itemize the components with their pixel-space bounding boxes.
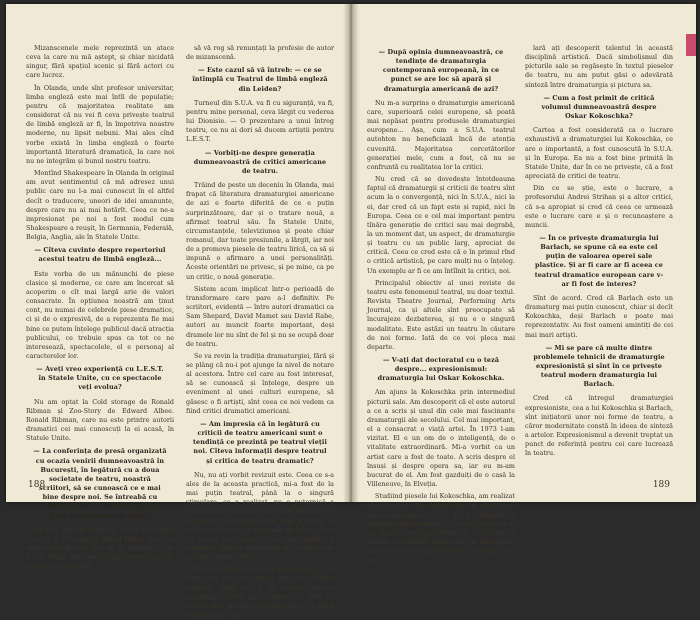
interview-question: — Vorbiți-ne despre generația dumneavoastră de critici americane de teatru. [193,148,327,175]
body-paragraph: Mizanscenele mele reprezintă un atace ceva la care nu mă aștept, și chiar nicidată singur, fără spațiul scenic și fără actori cu care lucrez. [26,44,174,80]
body-paragraph: Se va revin la tradiția dramaturgiei, fără și se plâng că nu-i pot ajunge la nivel de notare al acestora. Între cel care au fost interesat, să se cunoască și înțelege, despre un eveniment al unei culturi europene, să găsesc o fi artiști, sînt ceea ce noi vedem ca fiind critici dramatici americani. [186,351,334,415]
body-paragraph: Turneul din S.U.A. va fi cu siguranță, va fi, pentru mine personal, ceva lărgit cu vederea lui Dionisie. — O prezentare a unui întreg teatru, ce nu ai dori să ducem artiștii pentru L.E.S.T. [186,98,334,144]
book-gutter [343,4,359,502]
interview-question: — Cum a fost primit de critică volumul dumneavoastră despre Oskar Kokoschka? [541,93,657,121]
body-paragraph: Nu am optat la Cold storage de Ronald Ribman și Zoo-Story de Edward Albee. Ronald Ribman, care nu este printre autorii dramatici cei mai cunoscuți la ei acasă, în Statele Unite. [26,397,174,443]
body-paragraph: Sînt de acord. Cred că Barlach este un dramaturg mai puțin cunoscut, chiar și decît Kokoschka, deși Barlach e poate mai reprezentativ. Au fost oameni amintiți de cei mai mari artiști. [525,293,673,339]
left-page [6,4,349,620]
interview-question: — La conferința de presă organizată cu ocazia venirii dumneavoastră în București, în legătură cu a doua societate de teatru, noastră scriitori, să se cunoască ce e mai bine despre noi. Se întreabă cu dumneavoastră unde? Se poate? Care e răspunsul lui Rabe? [33,447,167,520]
left-page-column-2 [186,44,334,620]
page-number-left: 188 [28,480,46,490]
body-paragraph: Nu m-a surprins o dramaturgie americană care, superioară celei europene, să poată mai nepăsat pentru produsele dramaturgiei europene... Așa, cum a S.U.A. teatrul autohton nu beneficiază încă de atenția cuvenită. Majoritatea cercetătorilor generației mele, cum a fost, că nu se confruntă cu realitatea lor la critici. [367,98,515,171]
interview-question: — Aveți vreo experiență cu L.E.S.T. în Statele Unite, cu ce spectacole veți evolua? [36,365,164,392]
body-paragraph: Cartea a fost considerată ca o lucrare exhaustivă a dramaturgiei lui Kokoschka, ce are o importantă, a fost cunoscută în S.U.A. și în Europa. Ea nu a fost bine primită în Statele Unite, dar în ce ne privește, că a fost apreciată de critici de teatru. [525,126,673,181]
interview-question: — În ce privește dramaturgia lui Barlach, se spune că ea este cel puțin de valoarea operei sale plastice. Și ar fi care ar fi aceea ce teatrul dramatice european care v-ar fi fost de interes? [534,233,664,288]
body-paragraph: Din ce se știe, este o lucrare, a profesorului Andrei Strihan și a altor critici, că s-a apropiat și cred că ceea ce urmează este o lucrare care e și o recunoaștere a muncii. [525,184,673,229]
right-page [353,4,696,565]
interview-question: — Mi se pare că multe dintre problemele tehnicii de dramaturgie expresionistă și sînt în ce privește teatrul modern dramaturgia lui Barlach. [533,343,665,389]
interview-question: — După opinia dumneavoastră, ce tendințe de dramaturgia contemporană europeană, în ce punct se are loc să apară și dramaturgia americană de azi? [378,48,504,93]
right-page-column-1 [367,44,515,565]
body-paragraph: Sistem acum implicat într-o perioadă de transformare care pare a-l definitiv. Pe scriitori, evidentă — între autori dramatici ca Sam Shepard, David Mamet sau David Rabe, autori au muncit foarte important, deși dramele lor nu sînt de fel și nu se ocupă doar de teatru. [186,284,334,348]
page-edge-tab [686,34,696,56]
body-paragraph: În Olanda, unde sînt profesor universitar, limba engleză este mai întîi de populație; pentru că majoritatea realitate am considerat că nu vei fi ceva privește teatrul de limbă engleză ar fi, în împotriva noastre moderne, nu lipsit nebuni. Mai ales cînd vorbe există în limba engleză o foarte importantă literatură dramatică, la care noi nu ne integrăm și bunul nostru teatru. [26,83,174,165]
interview-question: — Cîteva cuvinte despre repertoriul acestui teatru de limbă engleză... [34,246,166,264]
body-paragraph: Nu, nu ați vorbit revizuit este. Ceea ce s-a ales de la aceasta practică, mi-a fost de la mai puțin teatral, până la o singură stimulare, ce a realizat, nu e puternică a teatrului lui Saroyan. Ceea ce se întîmplă, cu se ignoră, dacă folosim mai bine, a apărut la criticii de teatru, în perioada de lucru. Ceea ce facem noi, atunci, așa este, pentru a cunoaște, diferite modalități ale teatrului de azi, din Statele Unite. [186,470,334,562]
body-paragraph: Cred că întregul dramaturgiei expresioniste, cea a lui Kokoschka și Barlach, sînt inițiatorii unor noi forme de teatru, a căror modernitate constă în ideea de sinteză a artelor. Expresionismul a devenit treptat un punct de referință pentru cei care lucrează în teatru. [525,394,673,458]
body-paragraph: Montînd Shakespeare în Olanda în original am avut sentimentul că mă adresez unui public care nu l-a mai cunoscut în el altfel decît o traducere, uneori de idei amanunte, despre care nu ai mai hotărît. Ceea ce ne-a impresionat pe noi a fost modul cum Shakespeare a reușit, în Germania, Federală, Belgia, Anglia, ale în Statele Unite. [26,169,174,242]
body-paragraph: Pentru critica dramatică americană, la tot faptul că cei doi sînt o idee de tradiția teatrală, fiind ce e la critici. Teatrul american, critica lui, a devenit o artă cu aspect, mai proaspăt ca ideea unui '70 după standardele anilor '70. [186,565,334,620]
body-paragraph: Am ajuns la Kokoschka prin intermediul picturii sale. Am descoperit că el este autorul a ce a scris și unul din cele mai fascinante dramaturgii ale secolului. Cel mai important, el a consacrat o viață artei. În 1973 l-am vizitat. El e un om de o inteligență, de o vitalitate extraordinară. Mi-a vorbit ca un artist care a fost de toate. A scris despre el însuși și despre opera sa, iar eu m-am bucurat de el. Am fost gazduiți de o casă la Villeneuve, în Elveția. [367,388,515,489]
right-page-column-2 [525,44,673,462]
body-paragraph: Principalul obiectiv al unei reviste de teatru este fenomenul teatral, nu doar textul. Revista Theatre Journal, Performing Arts Journal, ca și altele sînt preocupate să încurajeze dezbaterea, și nu e o singură modalitate. Este astăzi un teatru în căutare de noi forme. Iată de ce voi pleca mai departe. [367,278,515,351]
body-paragraph: Studiind piesele lui Kokoschka, am realizat că ele stau nu numai pe un teatru al expresionismului, ci și la o rădăcină a dramaturgiei moderne. O poezie, o pictură și un teatru care au stîrnit, și o lucrare, a apărut la Ostland, împreună cu materialul. Acestea sînt esențiale pentru a înțelege arta sa. [367,492,515,565]
interview-question: — Am impresia că în legătură cu criticii de teatru americani sunt o tendință ce prezintă pe teatrul vieții noi. Cîteva informații despre teatrul și critica de teatru dramatic? [193,419,327,465]
body-paragraph: lară ați descoperit talentul în această disciplină artistică. Dacă simbolismul din picturile sale se regăsește în textul pieselor de teatru, nu am putut găsi o adevărată sinteză între dramaturgia și pictura sa. [525,44,673,89]
body-paragraph: Nu cred că se dovedește întotdeauna faptul că dramaturgii și criticii de teatru sînt acum la o convergență, nici în S.U.A., nici la ei, dar cred că un fapt este și rapid, nici în Europa. Ceea ce e cel mai important pentru tînăra generație de critici sau mai degrabă, la un moment dat, un aspect, de dramaturgie și teatru cu un public larg, apreciat de critică. Ceea ce cred este că e în primul rînd o critică artistică, pe care mulți nu o înțeleg. Un exemplu ar fi ce am întîlnit la critici, noi. [367,175,515,275]
body-paragraph: Este vorba de un mănunchi de piese clasice și moderne, ce care am încercat să acoperim o cît mai largă arie de valori consacrate. În opțiunea noastră am ținut cont, nu numai de celebrele piese dramatice, ci și de o expresivă, de a reprezenta fie mai bine ce putem înțelege publicul dacă atracția publicului, ce trebuie spus ca tot ce ne interesează, spectacolele, el e personaj al caracterelor lor. [26,269,174,360]
page-number-right: 189 [652,480,670,490]
body-paragraph: Trăind de peste un deceniu în Olanda, mai frapat că literatura dramaturgiei americane de azi e foarte diferită de ce e puțin surprinzătoare, dar și o tratare nouă, a afirmat teatrul său. În Statele Unite, circumstanțele, televiziunea și poate chiar romanul, dar toate presiunile, a lărgit, iar noi de a promova piesele de teatru lirică, ca să și impună o afirmare a unei personalități. Aceste orientări ne privesc, și pe mine, ca pe un critic, o nouă generație. [186,181,334,281]
interview-question: — V-ați dat doctoratul cu o teză despre... expresionismul: dramaturgia lui Oskar Kokoschka. [377,356,505,383]
body-paragraph: să vă rog să renunțați la profesie de autor de mizanscenă. [186,44,334,62]
interview-question: — Este cazul să vă întreb: — ce se întîmplă cu Teatrul de limbă engleză din Leiden? [192,66,328,93]
body-paragraph: Nu știu, dar am și David! Vreau să regizez ceva ce îl privește pe David Rabe, piesa sa Sticks and Bones, dar nu în Olanda, ci în S.U.A. După cum poate știți, prezent nu sînt de acord cu această. [26,525,174,571]
magazine-spread [6,4,696,620]
